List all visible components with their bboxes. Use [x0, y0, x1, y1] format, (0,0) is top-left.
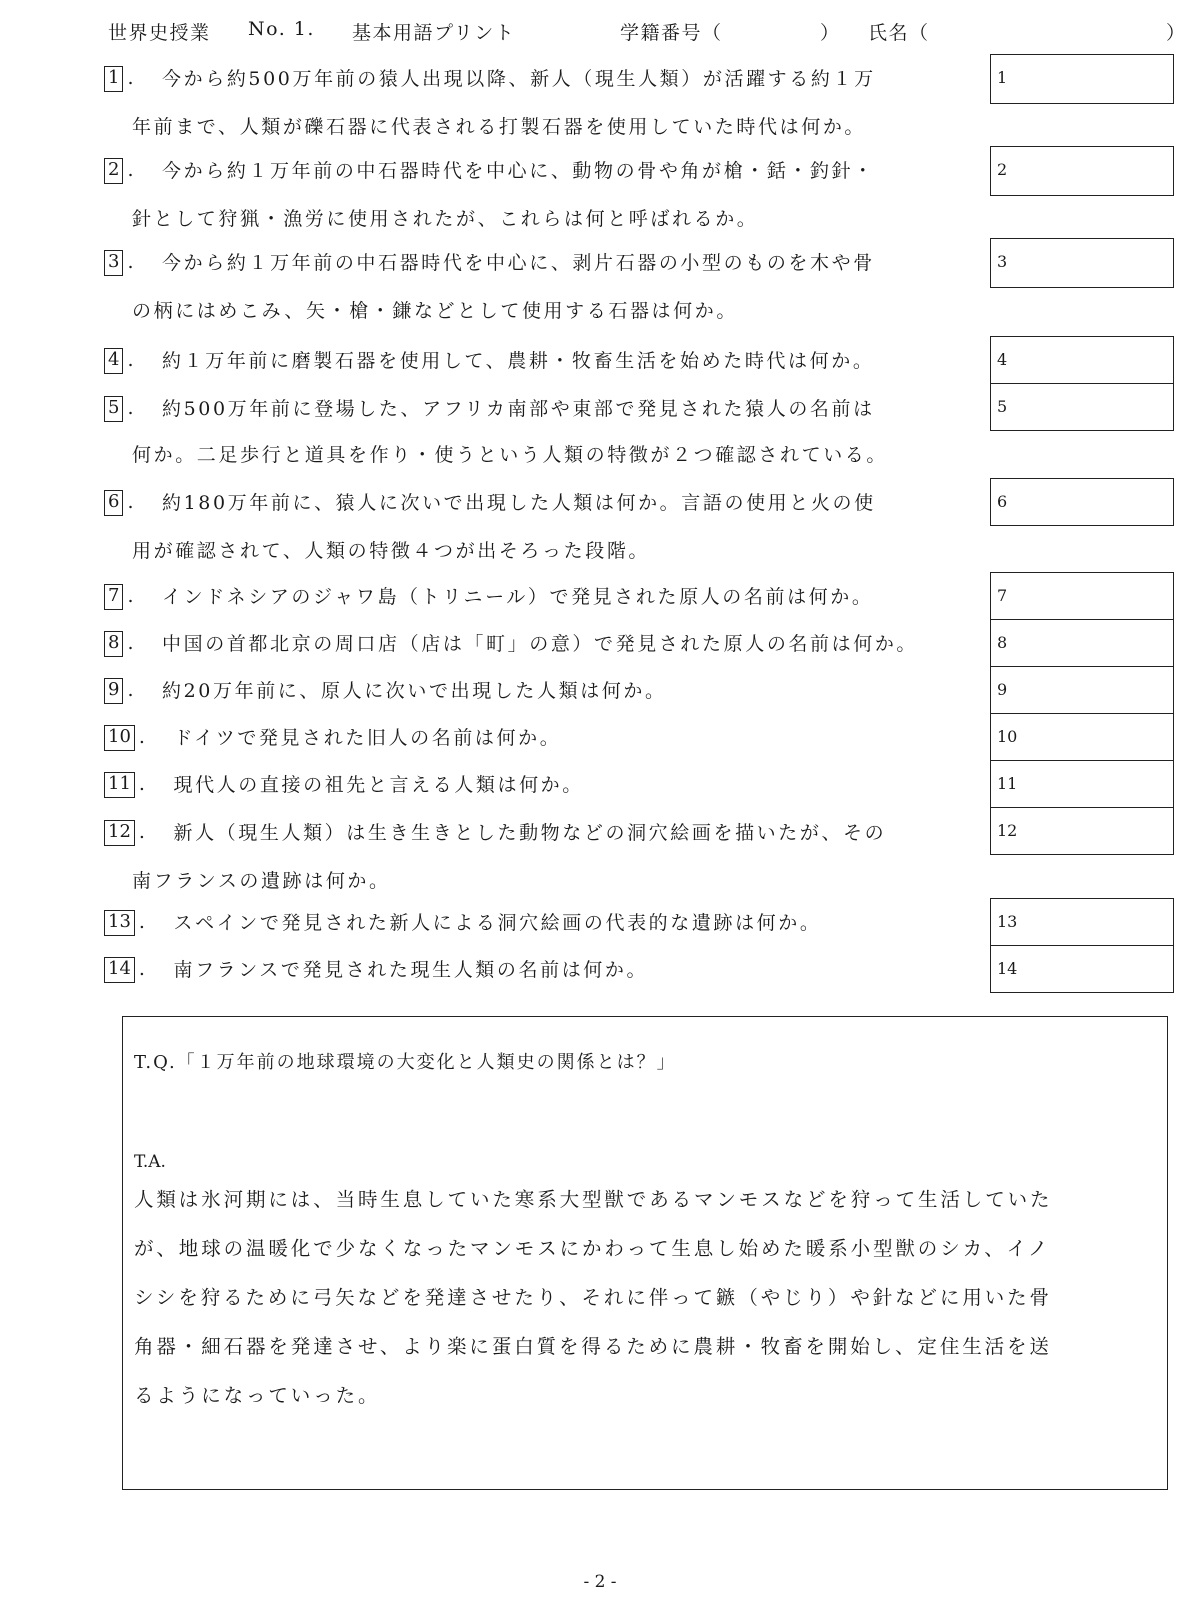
question-5: 5 . 約500万年前に登場した、アフリカ南部や東部で発見された猿人の名前は [104, 384, 875, 433]
answer-box-3[interactable]: 3 [990, 238, 1174, 288]
answer-box-5[interactable]: 5 [990, 383, 1174, 431]
question-text: 約500万年前に登場した、アフリカ南部や東部で発見された猿人の名前は [162, 398, 875, 420]
question-3: 3 . 今から約１万年前の中石器時代を中心に、剥片石器の小型のものを木や骨 [104, 238, 875, 287]
question-text-cont: の柄にはめこみ、矢・槍・鎌などとして使用する石器は何か。 [132, 300, 738, 322]
question-8: 8 . 中国の首都北京の周口店（店は「町」の意）で発見された原人の名前は何か。 [104, 619, 918, 668]
question-number: 7 [104, 584, 123, 610]
answer-box-9[interactable]: 9 [990, 666, 1174, 714]
question-number: 13 [104, 910, 135, 936]
theme-answer-line: るようになっていった。 [134, 1384, 381, 1407]
question-4: 4 . 約１万年前に磨製石器を使用して、農耕・牧畜生活を始めた時代は何か。 [104, 336, 874, 385]
question-1: 1 . 今から約500万年前の猿人出現以降、新人（現生人類）が活躍する約１万 [104, 54, 876, 103]
answer-box-2[interactable]: 2 [990, 146, 1174, 196]
worksheet-header [108, 14, 1187, 48]
theme-answer-line: 角器・細石器を発達させ、より楽に蛋白質を得るために農耕・牧畜を開始し、定住生活を送 [134, 1335, 1052, 1358]
student-id-close: ） [820, 22, 841, 44]
question-text: 約180万年前に、猿人に次いで出現した人類は何か。言語の使用と火の使 [162, 492, 876, 514]
question-number: 4 [104, 348, 123, 374]
page-number: - 2 - [583, 1572, 617, 1592]
question-text: 南フランスで発見された現生人類の名前は何か。 [173, 959, 649, 981]
answer-box-8[interactable]: 8 [990, 619, 1174, 667]
question-text-cont: 用が確認されて、人類の特徴４つが出そろった段階。 [132, 540, 651, 562]
student-id-label: 学籍番号（ [620, 22, 723, 44]
answer-box-7[interactable]: 7 [990, 572, 1174, 620]
question-9: 9 . 約20万年前に、原人に次いで出現した人類は何か。 [104, 666, 667, 715]
question-number: 12 [104, 820, 135, 846]
question-number: 2 [104, 158, 123, 184]
question-text: インドネシアのジャワ島（トリニール）で発見された原人の名前は何か。 [162, 586, 874, 608]
answer-box-13[interactable]: 13 [990, 898, 1174, 946]
course-name: 世界史授業 [108, 22, 211, 44]
answer-box-1[interactable]: 1 [990, 54, 1174, 104]
answer-box-6[interactable]: 6 [990, 478, 1174, 526]
question-text: 今から約500万年前の猿人出現以降、新人（現生人類）が活躍する約１万 [162, 68, 876, 90]
question-12: 12 . 新人（現生人類）は生き生きとした動物などの洞穴絵画を描いたが、その [104, 808, 886, 857]
theme-answer-line: が、地球の温暖化で少なくなったマンモスにかわって生息し始めた暖系小型獣のシカ、イノ [134, 1237, 1051, 1260]
question-text: 中国の首都北京の周口店（店は「町」の意）で発見された原人の名前は何か。 [162, 633, 919, 655]
question-number: 5 [104, 396, 123, 422]
question-number: 10 [104, 725, 135, 751]
question-number: 1 [104, 66, 123, 92]
name-label: 氏名（ [868, 22, 930, 44]
theme-answer-line: シシを狩るために弓矢などを発達させたり、それに伴って鏃（やじり）や針などに用いた骨 [134, 1286, 1052, 1309]
answer-box-4[interactable]: 4 [990, 336, 1174, 384]
question-11: 11 . 現代人の直接の祖先と言える人類は何か。 [104, 760, 584, 809]
answer-box-14[interactable]: 14 [990, 945, 1174, 993]
question-number: 3 [104, 250, 123, 276]
question-number: 11 [104, 772, 135, 798]
theme-answer-label: T.A. [134, 1152, 166, 1172]
question-text-cont: 何か。二足歩行と道具を作り・使うという人類の特徴が２つ確認されている。 [132, 444, 889, 466]
question-text: 現代人の直接の祖先と言える人類は何か。 [173, 774, 584, 796]
question-text: スペインで発見された新人による洞穴絵画の代表的な遺跡は何か。 [173, 912, 822, 934]
question-text-cont: 年前まで、人類が礫石器に代表される打製石器を使用していた時代は何か。 [132, 116, 867, 138]
question-13: 13 . スペインで発見された新人による洞穴絵画の代表的な遺跡は何か。 [104, 898, 821, 947]
answer-box-11[interactable]: 11 [990, 760, 1174, 808]
question-text: 新人（現生人類）は生き生きとした動物などの洞穴絵画を描いたが、その [173, 822, 887, 844]
question-text: 約１万年前に磨製石器を使用して、農耕・牧畜生活を始めた時代は何か。 [162, 350, 875, 372]
question-7: 7 . インドネシアのジャワ島（トリニール）で発見された原人の名前は何か。 [104, 572, 874, 621]
question-text: 今から約１万年前の中石器時代を中心に、動物の骨や角が槍・銛・釣針・ [162, 160, 875, 182]
question-number: 14 [104, 957, 135, 983]
question-10: 10 . ドイツで発見された旧人の名前は何か。 [104, 713, 561, 762]
answer-box-10[interactable]: 10 [990, 713, 1174, 761]
print-title: 基本用語プリント [352, 22, 516, 44]
question-text: 今から約１万年前の中石器時代を中心に、剥片石器の小型のものを木や骨 [162, 252, 875, 274]
theme-answer-line: 人類は氷河期には、当時生息していた寒系大型獣であるマンモスなどを狩って生活していた [134, 1188, 1053, 1211]
question-6: 6 . 約180万年前に、猿人に次いで出現した人類は何か。言語の使用と火の使 [104, 478, 876, 527]
question-text: ドイツで発見された旧人の名前は何か。 [173, 727, 562, 749]
question-text-cont: 針として狩猟・漁労に使用されたが、これらは何と呼ばれるか。 [132, 208, 759, 230]
question-text-cont: 南フランスの遺跡は何か。 [132, 870, 391, 892]
question-2: 2 . 今から約１万年前の中石器時代を中心に、動物の骨や角が槍・銛・釣針・ [104, 146, 875, 195]
answer-box-12[interactable]: 12 [990, 807, 1174, 855]
print-number: No. 1. [248, 18, 315, 40]
question-number: 9 [104, 678, 123, 704]
name-close: ） [1166, 22, 1187, 44]
theme-question: T.Q.「１万年前の地球環境の大変化と人類史の関係とは？」 [134, 1052, 677, 1073]
question-14: 14 . 南フランスで発見された現生人類の名前は何か。 [104, 945, 648, 994]
question-number: 8 [104, 631, 123, 657]
question-number: 6 [104, 490, 123, 516]
question-text: 約20万年前に、原人に次いで出現した人類は何か。 [162, 680, 667, 702]
